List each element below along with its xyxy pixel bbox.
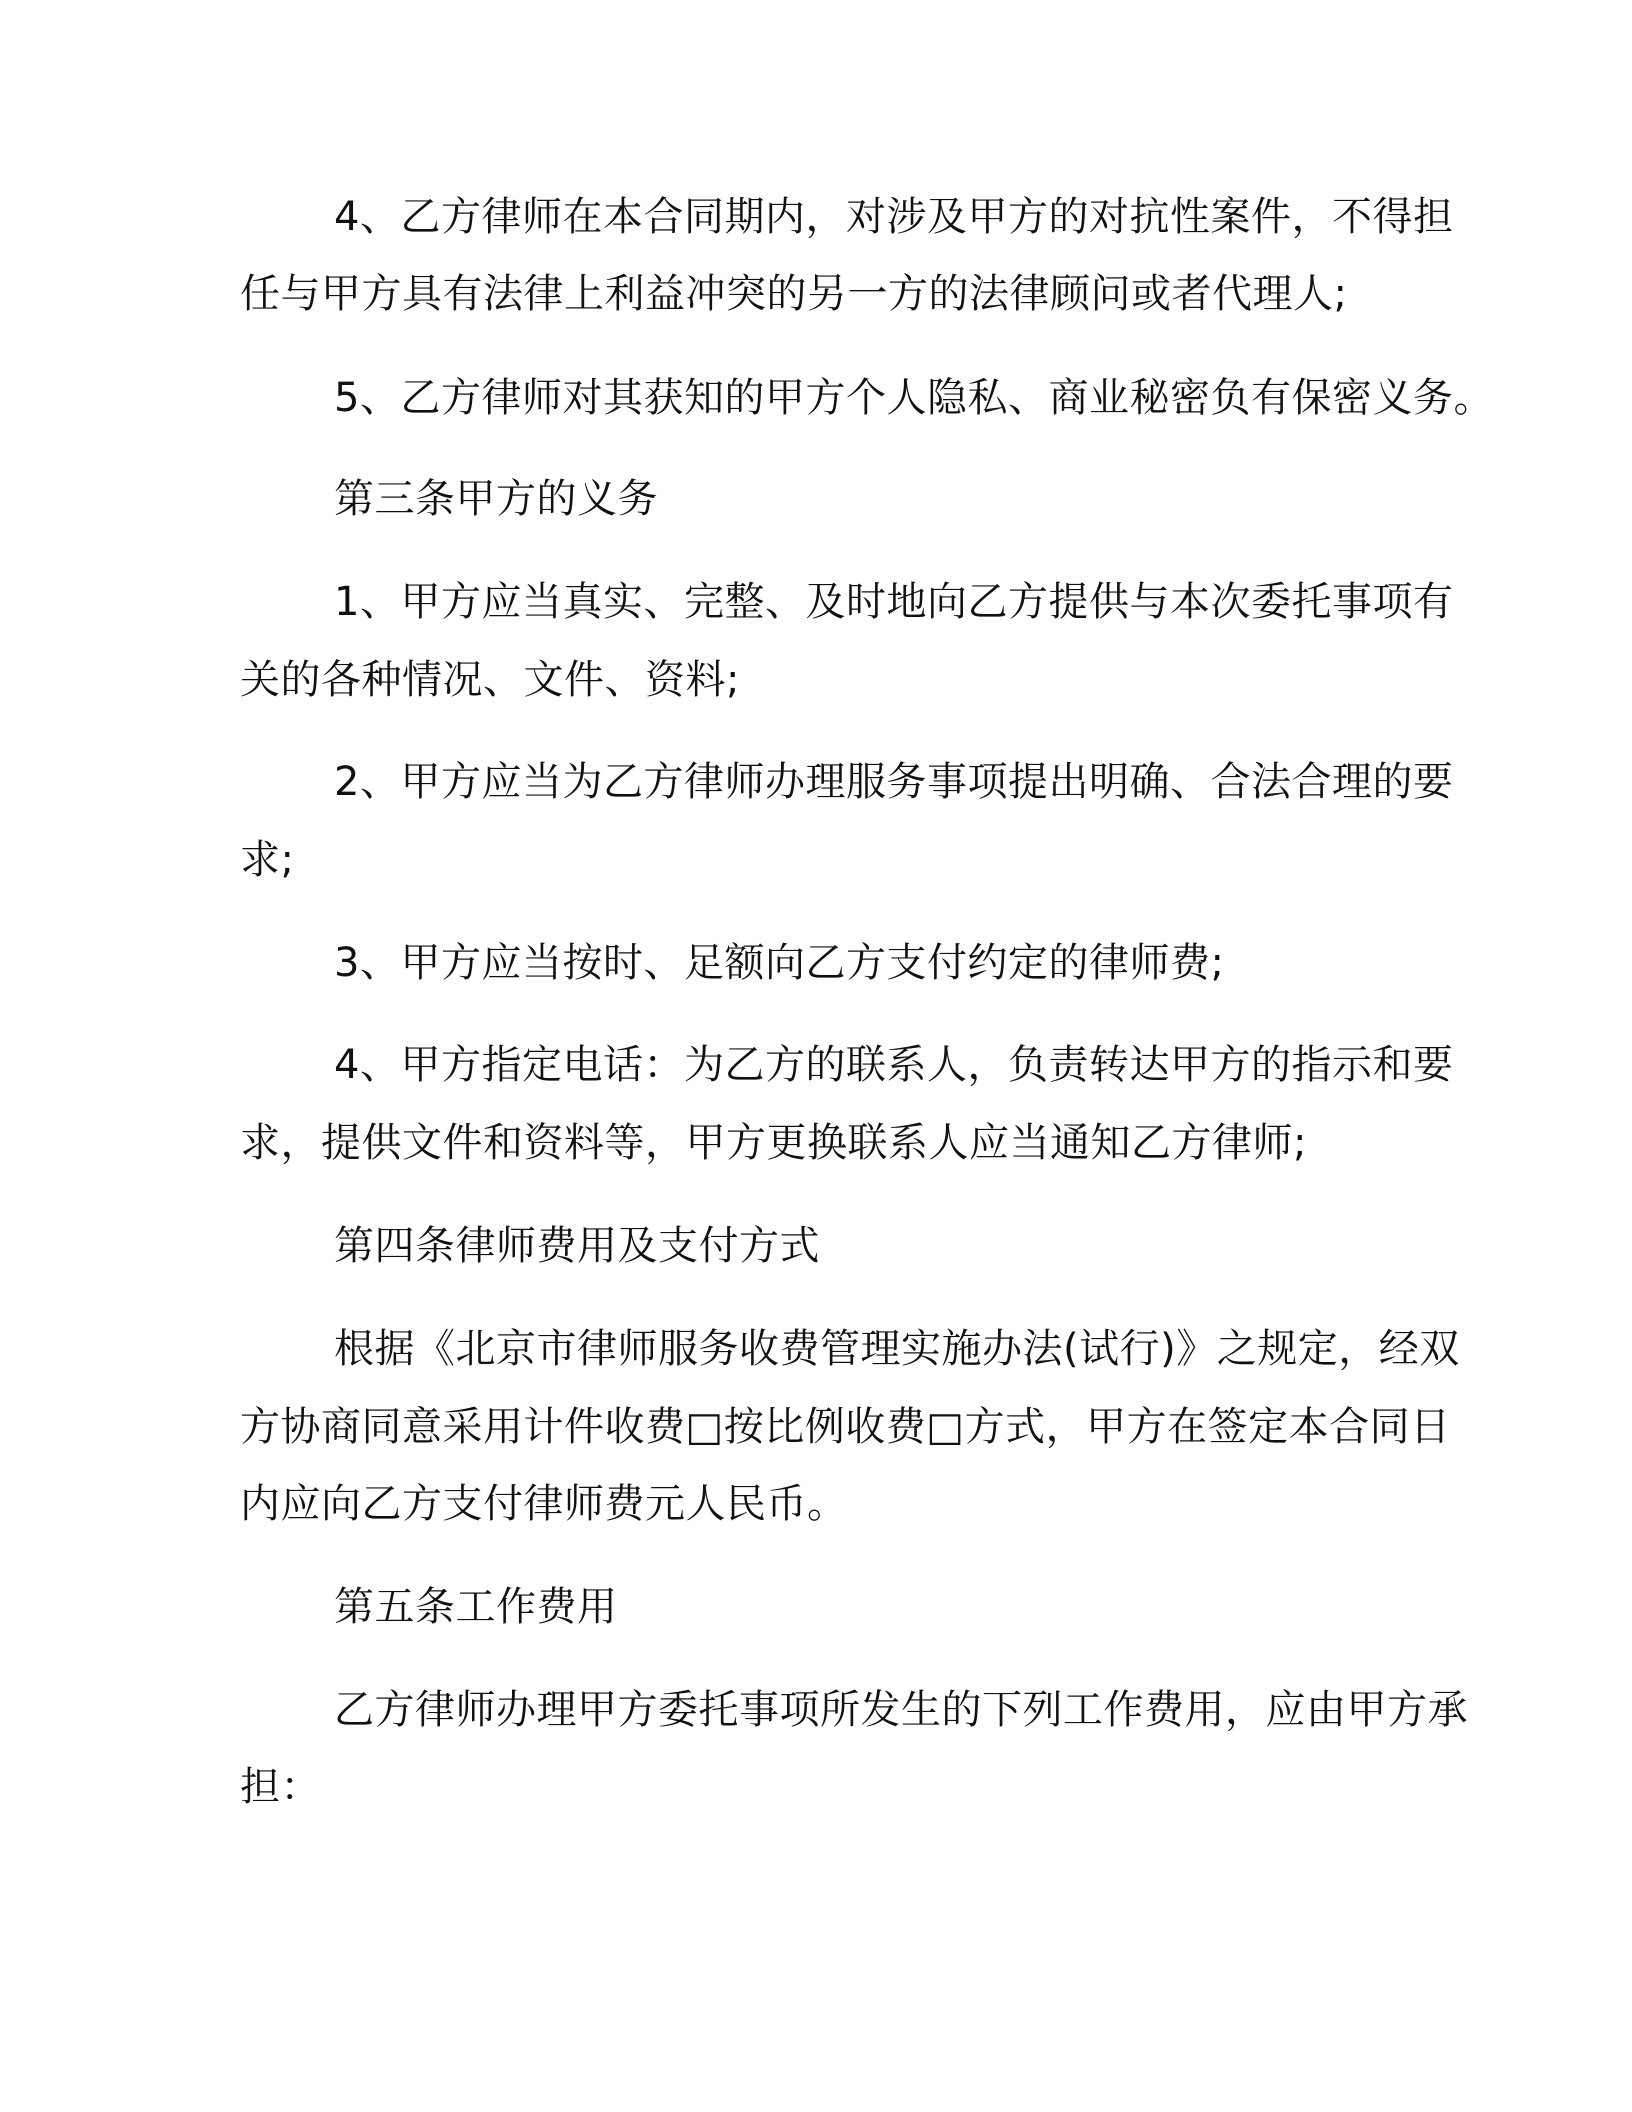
- clause-3-item-1-line-2: 关的各种情况、文件、资料;: [240, 657, 740, 703]
- clause-3-item-4-line-2: 求，提供文件和资料等，甲方更换联系人应当通知乙方律师;: [240, 1120, 1307, 1166]
- section-heading-5: 第五条工作费用: [334, 1584, 618, 1630]
- clause-3-item-2-line-1: 2、甲方应当为乙方律师办理服务事项提出明确、合法合理的要: [334, 759, 1454, 805]
- section-heading-4: 第四条律师费用及支付方式: [334, 1223, 820, 1269]
- clause-3-item-1-line-1: 1、甲方应当真实、完整、及时地向乙方提供与本次委托事项有: [334, 579, 1454, 625]
- clause-4-line-1: 根据《北京市律师服务收费管理实施办法(试行)》之规定，经双: [334, 1326, 1460, 1372]
- clause-2-item-4-line-1: 4、乙方律师在本合同期内，对涉及甲方的对抗性案件，不得担: [334, 194, 1454, 240]
- clause-2-item-4-line-2: 任与甲方具有法律上利益冲突的另一方的法律顾问或者代理人;: [240, 271, 1348, 317]
- clause-2-item-5: 5、乙方律师对其获知的甲方个人隐私、商业秘密负有保密义务。: [334, 375, 1494, 421]
- section-heading-3: 第三条甲方的义务: [334, 476, 658, 522]
- clause-4-line-3: 内应向乙方支付律师费元人民币。: [240, 1481, 848, 1527]
- clause-5-line-1: 乙方律师办理甲方委托事项所发生的下列工作费用，应由甲方承: [334, 1687, 1468, 1733]
- clause-4-line-2: 方协商同意采用计件收费□按比例收费□方式，甲方在签定本合同日: [240, 1404, 1451, 1450]
- clause-3-item-4-line-1: 4、甲方指定电话：为乙方的联系人，负责转达甲方的指示和要: [334, 1042, 1454, 1088]
- clause-5-line-2: 担：: [240, 1764, 321, 1810]
- clause-3-item-3: 3、甲方应当按时、足额向乙方支付约定的律师费;: [334, 940, 1225, 986]
- clause-3-item-2-line-2: 求;: [240, 837, 295, 883]
